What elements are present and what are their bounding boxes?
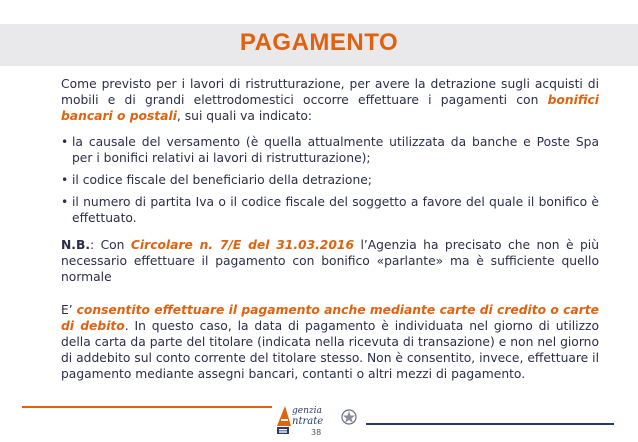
footer-divider-left — [22, 406, 272, 408]
intro-text-end: , sui quali va indicato: — [176, 109, 313, 123]
card-prefix: E’ — [61, 303, 77, 317]
list-item-text: la causale del versamento (è quella attualmente utilizzata da banche e Poste Spa per i bonifici relativi ai lavori di ristrutturazione); — [72, 135, 599, 165]
page-number: 38 — [311, 428, 322, 437]
nb-text-end: l’Agenzia ha precisato che non è più necessario effettuare il pagamento con bonifico «parlante» ma è sufficiente quello normale — [61, 238, 599, 284]
list-item — [61, 134, 599, 166]
list-item-text: il numero di partita Iva o il codice fiscale del soggetto a favore del quale il bonifico è effettuato. — [72, 195, 599, 225]
bullet-icon: • — [61, 173, 69, 187]
list-item — [61, 194, 599, 226]
list-item-text: il codice fiscale del beneficiario della detrazione; — [72, 173, 372, 187]
nb-paragraph — [61, 237, 599, 285]
page-title: PAGAMENTO — [239, 29, 399, 56]
footer-divider-right — [366, 423, 614, 425]
circolare-reference: Circolare n. 7/E del 31.03.2016 — [130, 238, 355, 252]
intro-paragraph — [61, 76, 599, 124]
nb-label: N.B. — [61, 238, 91, 252]
intro-emphasis: bonifici bancari o postali — [61, 93, 599, 123]
requirements-list — [61, 134, 599, 232]
logo-text-entrate: ntrate — [292, 416, 324, 427]
nb-text: : Con — [90, 238, 131, 252]
card-payment-paragraph — [61, 302, 599, 382]
card-text: . In questo caso, la data di pagamento è individuata nel giorno di utilizzo della carta da parte del titolare (indicata nella ricevuta di transazione) e non nel giorno di addebito sul conto corrente del titolare stesso. Non è consentito, invece, effettuare il pagamento mediante assegni bancari, contanti o altri mezzi di pagamento. — [61, 319, 599, 381]
intro-text: Come previsto per i lavori di ristrutturazione, per avere la detrazione sugli acquisti di mobili e di grandi elettrodomestici occorre effettuare i pagamenti con — [61, 77, 599, 107]
list-item — [61, 172, 599, 188]
republic-emblem-icon — [340, 408, 358, 428]
logo-text-agenzia: genzia — [292, 406, 322, 416]
bullet-icon: • — [61, 135, 69, 149]
card-emphasis: consentito effettuare il pagamento anche mediante carte di credito o carte di debito — [61, 303, 599, 333]
bullet-icon: • — [61, 195, 69, 209]
